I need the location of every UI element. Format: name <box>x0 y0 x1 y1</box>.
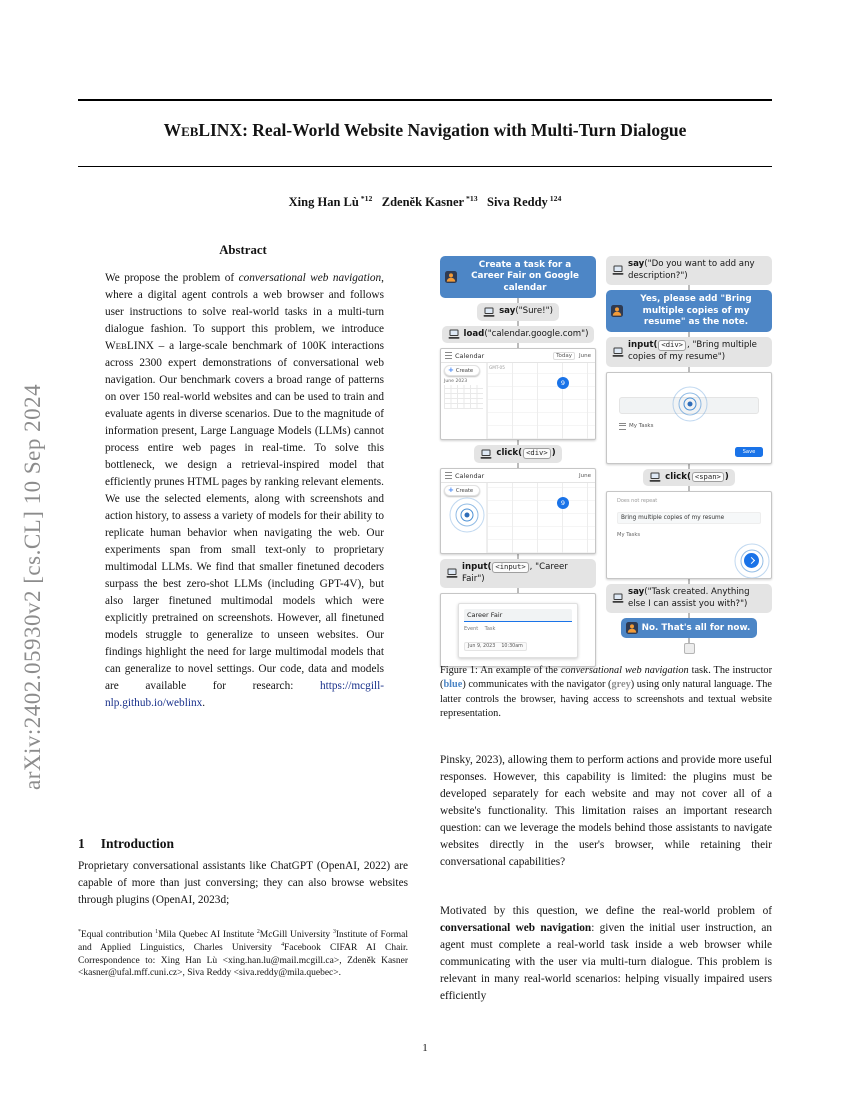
paper-title: WEBLINX: Real-World Website Navigation with Multi-Turn Dialogue <box>163 120 687 140</box>
intro-paragraph: Proprietary conversational assistants like ChatGPT (OpenAI, 2022) are capable of more than just conversing; they can also browse websites through plugins (OpenAI, 2023d; <box>78 860 408 906</box>
note-text: Bring multiple copies of my resume <box>617 512 761 524</box>
screenshot-calendar-click-ripple <box>440 468 596 554</box>
action-input-resume-note <box>606 337 772 366</box>
figure-dialogue-right-column <box>606 256 772 654</box>
element-tag-chip: <div> <box>523 448 551 459</box>
action-click-div <box>474 445 561 463</box>
action-fn: say <box>628 259 645 269</box>
action-say-add-description <box>606 256 772 285</box>
plus-icon: + <box>448 366 454 375</box>
today-button: Today <box>553 352 575 360</box>
computer-icon <box>649 472 661 483</box>
task-modal <box>458 603 578 658</box>
task-date-chip: Jun 9, 2023 10:30am <box>464 642 527 651</box>
month-label: June <box>579 352 591 359</box>
section-number: 1 <box>78 836 85 851</box>
authors-line: Xing Han Lù $^{*12}$ Zdeněk Kasner $^{*13}$ Siva Reddy $^{124}$ <box>288 193 562 209</box>
mini-calendar-grid <box>444 385 483 409</box>
element-tag-chip: <input> <box>492 562 528 573</box>
action-click-span <box>643 469 735 487</box>
instruction-text: Create a task for a Career Fair on Google calendar <box>471 260 579 293</box>
task-list-label: My Tasks <box>617 532 641 539</box>
selected-day-badge: 9 <box>557 377 569 389</box>
calendar-week-grid <box>487 363 595 439</box>
screenshot-google-calendar <box>440 348 596 440</box>
connector-line <box>688 367 690 372</box>
computer-icon <box>612 593 624 604</box>
figure-1 <box>440 256 772 667</box>
user-icon <box>445 271 457 283</box>
action-args: , "Career Fair") <box>462 562 568 584</box>
arxiv-watermark: arXiv:2402.05930v2 [cs.CL] 10 Sep 2024 <box>20 383 45 790</box>
action-args: ("Sure!") <box>515 306 553 317</box>
flow-end-node <box>684 643 695 654</box>
screenshot-task-modal <box>440 593 596 667</box>
screenshot-description-field <box>606 372 772 464</box>
figure-1-caption: Figure 1: An example of the conversational web navigation task. The instructor (blue) communicates with the navigator (grey) using only natural language. The latter controls the browser, having access to screenshots and textual website representation. <box>440 665 773 720</box>
computer-icon <box>448 329 460 340</box>
calendar-app-label: Calendar <box>455 351 485 360</box>
repeat-option-label: Does not repeat <box>617 498 658 505</box>
action-args: ("Do you want to add any description?") <box>628 259 755 281</box>
instruction-message-done <box>621 618 758 638</box>
calendar-week-grid <box>487 483 595 553</box>
computer-icon <box>480 449 492 460</box>
element-tag-chip: <div> <box>658 340 686 351</box>
instruction-text: Yes, please add "Bring multiple copies of my resume" as the note. <box>640 294 752 328</box>
abstract-heading: Abstract <box>219 243 267 257</box>
computer-icon <box>612 347 624 358</box>
section-1-heading <box>78 836 408 852</box>
body-paragraph-2: Motivated by this question, we define the real-world problem of conversational web navigation: given the initial user instruction, an agent must complete a real-world task inside a web browser while communicating with the user via multi-turn dialogue. This problem is relevant in many real-world scenarios: helping visually impaired users efficiently <box>440 905 772 1002</box>
action-fn: input( <box>628 340 658 351</box>
title-rule-top <box>78 99 772 101</box>
save-button: Save <box>735 447 763 457</box>
action-args: , "Bring multiple copies of my resume") <box>628 340 757 363</box>
action-fn: say <box>499 306 516 317</box>
screenshot-task-note-saved <box>606 491 772 579</box>
body-paragraph-1: Pinsky, 2023), allowing them to perform actions and provide more useful responses. However, this capability is limited: the plugins must be developed separately for each website and may not cover all of a website's functionality. This limitation raises an important research question: can we leverage the models behind those assistants to navigate websites directly in the user's browser, while retaining their conversational capabilities? <box>440 754 772 868</box>
action-fn: load <box>463 328 485 339</box>
task-title-input: Career Fair <box>464 609 572 622</box>
create-label: Create <box>455 367 474 374</box>
title-rule-bottom <box>78 166 772 167</box>
instruction-text: No. That's all for now. <box>641 622 751 633</box>
task-list-label: My Tasks <box>629 423 654 430</box>
create-button <box>444 485 480 496</box>
connector-line <box>688 464 690 469</box>
menu-icon <box>445 352 452 359</box>
event-task-tabs: Event Task <box>463 626 496 633</box>
action-say-sure <box>477 303 559 321</box>
selected-day-badge: 9 <box>557 497 569 509</box>
month-label: June <box>579 472 591 479</box>
computer-icon <box>612 265 624 276</box>
task-list-row <box>619 423 759 430</box>
figure-dialogue-left-column <box>440 256 596 667</box>
action-args: ) <box>724 471 729 482</box>
create-button <box>444 365 480 376</box>
abstract-text: We propose the problem of conversational web navigation, where a digital agent controls a web browser and follows user instructions to solve real-world tasks in a multi-turn dialogue fashion. To support this problem, we introduce WEBLINX – a large-scale benchmark of 100K interactions across 2300 expert demonstrations of conversational web navigation. Our benchmark covers a broad range of patterns on over 150 real-world websites and can be used to train and evaluate agents in diverse scenarios. Due to the magnitude of information present, Large Language Models (LLMs) cannot process entire web pages in real-time. To solve this bottleneck, we design a retrieval-inspired model that efficiently prunes HTML pages by ranking relevant elements. We use the selected elements, along with screenshots and action history, to assess a variety of models for their ability to replicate human behavior when navigating the web. Our experiments span from small text-only to proprietary multimodal LLMs. We find that smaller finetuned decoders surpass the best zero-shot LLMs (including GPT-4V), but also larger finetuned multimodal models which were explicitly pretrained on screenshots. However, all finetuned models struggle to generalize to unseen websites. Our findings highlight the need for large multimodal models that can generalize to novel settings. Our code, data and models are available for research: https://mcgill-nlp.github.io/weblinx. <box>105 272 384 709</box>
calendar-app-label: Calendar <box>455 471 485 480</box>
mini-calendar-month: June 2023 <box>444 379 468 385</box>
instruction-message-add-note <box>606 290 772 332</box>
computer-icon <box>483 307 495 318</box>
page-number: 1 <box>422 1042 428 1054</box>
instruction-message-create-task <box>440 256 596 298</box>
action-fn: say <box>628 587 645 598</box>
action-input-career-fair <box>440 559 596 588</box>
calendar-topbar <box>441 349 595 363</box>
action-fn: click( <box>496 448 523 459</box>
action-args: ("calendar.google.com") <box>484 328 589 339</box>
timezone-label: GMT-05 <box>489 365 505 371</box>
weblinx-url-link[interactable]: https://mcgill-nlp.github.io/weblinx <box>105 680 384 709</box>
action-say-task-created <box>606 584 772 613</box>
action-fn: click( <box>665 471 691 482</box>
action-args: ) <box>551 448 556 459</box>
user-icon <box>611 305 623 317</box>
computer-icon <box>446 568 458 579</box>
action-load-calendar <box>442 326 595 344</box>
action-fn: input( <box>462 562 492 573</box>
create-label: Create <box>455 487 474 494</box>
plus-icon: + <box>448 486 454 495</box>
footnote: *Equal contribution $^1$Mila Quebec AI Institute $^2$McGill University $^3$Institute of Formal and Applied Linguistics, Charles University $^4$Facebook CIFAR AI Chair. Correspondence to: Xing Han Lù <xing.han.lu@mail.mcgill.ca>, Zdeněk Kasner <kasner@ufal.mff.cuni.cz>, Siva Reddy <siva.reddy@mila.quebec>. <box>78 928 408 979</box>
user-icon <box>626 622 638 634</box>
calendar-topbar <box>441 469 595 483</box>
list-icon <box>619 423 626 430</box>
calendar-sidebar <box>441 363 487 439</box>
section-title: Introduction <box>100 836 175 851</box>
menu-icon <box>445 472 452 479</box>
action-args: ("Task created. Anything else I can assist you with?") <box>628 587 750 609</box>
element-tag-chip: <span> <box>692 472 724 483</box>
